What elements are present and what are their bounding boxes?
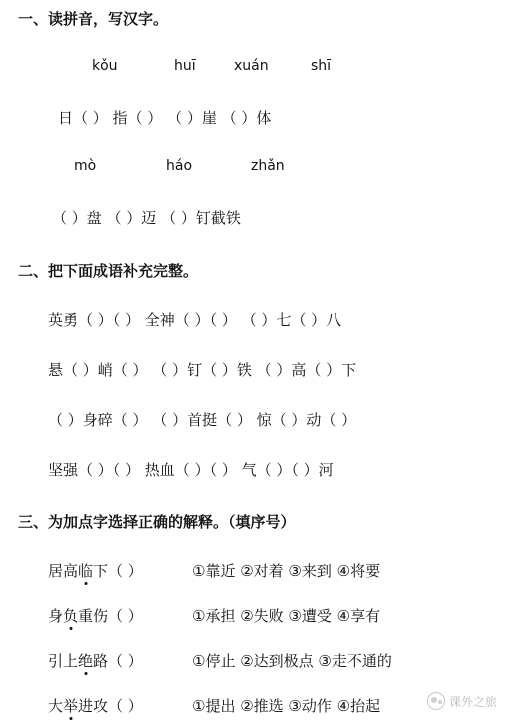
section1-row1: 日（ ） 指（ ） （ ）崖 （ ）体 — [58, 109, 272, 127]
watermark-text: 课外之旅 — [448, 694, 497, 709]
pinyin-hui: huī — [174, 58, 196, 74]
idiom-row-2: 悬（ ）峭（ ） （ ）钉（ ）铁 （ ）高（ ）下 — [48, 361, 357, 379]
idiom-row-3: （ ）身碎（ ） （ ）首挺（ ） 惊（ ）动（ ） — [48, 411, 357, 429]
pinyin-kou: kǒu — [92, 58, 118, 74]
dotted-char: 临 — [78, 562, 94, 580]
word-pre: 身 — [48, 607, 64, 625]
pinyin-mo: mò — [74, 158, 97, 174]
word-pre: 大 — [48, 697, 64, 715]
idiom-row-1: 英勇（ ）（ ） 全神（ ）（ ） （ ）七（ ）八 — [48, 311, 342, 329]
word-item-1 — [48, 560, 143, 581]
dotted-char: 负 — [63, 607, 79, 625]
section2-title: 二、把下面成语补充完整。 — [18, 262, 199, 280]
section1-row2: （ ）盘 （ ）迈 （ ）钉截铁 — [52, 209, 241, 227]
word-item-4 — [48, 695, 143, 716]
section1-title: 一、读拼音，写汉字。 — [18, 10, 169, 28]
word-post: 路（ ） — [93, 652, 143, 670]
pinyin-zhan: zhǎn — [251, 158, 285, 174]
pinyin-xuan: xuán — [234, 58, 269, 74]
options-4: ①提出 ②推选 ③动作 ④抬起 — [192, 697, 381, 715]
word-pre: 引上 — [48, 652, 79, 670]
word-post: 重伤（ ） — [78, 607, 143, 625]
pinyin-hao: háo — [166, 158, 193, 174]
dotted-char: 绝 — [78, 652, 94, 670]
options-1: ①靠近 ②对着 ③来到 ④将要 — [192, 562, 381, 580]
pinyin-shi: shī — [311, 58, 332, 74]
wechat-logo-icon — [427, 692, 445, 710]
watermark — [427, 692, 497, 710]
word-item-3 — [48, 650, 143, 671]
word-post: 进攻（ ） — [78, 697, 143, 715]
options-2: ①承担 ②失败 ③遭受 ④享有 — [192, 607, 381, 625]
section3-title: 三、为加点字选择正确的解释。（填序号） — [18, 513, 296, 531]
idiom-row-4: 坚强（ ）（ ） 热血（ ）（ ） 气（ ）（ ）河 — [48, 461, 334, 479]
word-item-2 — [48, 605, 143, 626]
options-3: ①停止 ②达到极点 ③走不通的 — [192, 652, 392, 670]
word-post: 下（ ） — [93, 562, 143, 580]
word-pre: 居高 — [48, 562, 79, 580]
dotted-char: 举 — [63, 697, 79, 715]
